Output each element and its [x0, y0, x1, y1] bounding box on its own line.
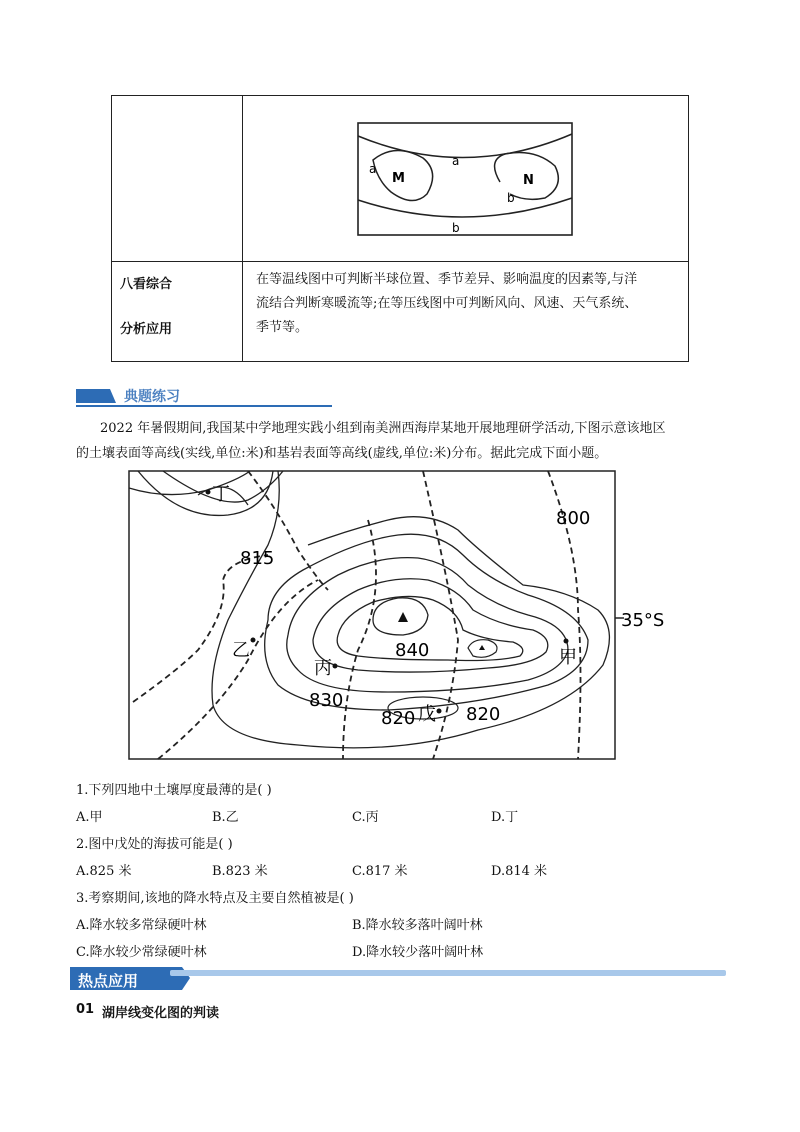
point-ding-dot	[206, 490, 211, 495]
isobar-b-line	[358, 198, 572, 217]
q3-option-a[interactable]: A.降水较多常绿硬叶林	[76, 918, 207, 933]
section-underline	[76, 405, 332, 407]
bedrock-contour	[248, 471, 328, 590]
question-3: 3.考察期间,该地的降水特点及主要自然植被是( )	[76, 891, 354, 906]
label-M: M	[392, 171, 405, 186]
q3-option-b[interactable]: B.降水较多落叶阔叶林	[352, 918, 483, 933]
point-wu-dot	[437, 709, 442, 714]
point-bing-dot	[333, 664, 338, 669]
label-815: 815	[240, 548, 275, 569]
row-label-line1: 八看综合	[120, 277, 173, 292]
soil-contour-peak	[373, 598, 428, 635]
q2-option-a[interactable]: A.825 米	[76, 864, 132, 879]
row-label-line2: 分析应用	[120, 322, 173, 337]
soil-contour	[212, 471, 609, 748]
q2-option-d[interactable]: D.814 米	[491, 864, 548, 879]
hot-banner-graphic	[70, 966, 730, 992]
isobar-diagram	[355, 120, 575, 238]
bedrock-contour	[343, 520, 376, 759]
q1-option-a[interactable]: A.甲	[76, 810, 103, 825]
question-1: 1.下列四地中土壤厚度最薄的是( )	[76, 783, 272, 798]
label-820-b: 820	[466, 704, 501, 725]
contour-map	[128, 470, 668, 762]
row-text-line2: 流结合判断寒暖流等;在等压线图中可判断风向、风速、天气系统、	[256, 296, 638, 311]
label-b-bottom: b	[452, 221, 460, 235]
isobar-diagram-frame	[358, 123, 572, 235]
hot-sub-title: 湖岸线变化图的判读	[102, 1006, 220, 1021]
peak-triangle-icon	[398, 612, 408, 622]
label-N: N	[523, 173, 534, 188]
point-jia-dot	[564, 639, 569, 644]
label-lat: 35°S	[621, 610, 665, 631]
label-wu: 戊	[418, 704, 436, 725]
label-b-right: b	[507, 191, 515, 205]
label-800: 800	[556, 508, 591, 529]
intro-line2: 的土壤表面等高线(实线,单位:米)和基岩表面等高线(虚线,单位:米)分布。据此完成下面小题。	[76, 446, 608, 461]
row-text-line1: 在等温线图中可判断半球位置、季节差异、影响温度的因素等,与洋	[256, 272, 638, 287]
label-yi: 乙	[232, 640, 250, 661]
section-title: 典题练习	[124, 389, 180, 405]
q3-option-c[interactable]: C.降水较少常绿硬叶林	[76, 945, 207, 960]
soil-contour	[129, 471, 250, 495]
section-marker-icon	[76, 387, 116, 405]
table-column-divider	[242, 96, 243, 361]
q3-option-d[interactable]: D.降水较少落叶阔叶林	[352, 945, 484, 960]
q1-option-c[interactable]: C.丙	[352, 810, 379, 825]
label-bing: 丙	[314, 658, 332, 679]
label-ding: 丁	[212, 484, 230, 505]
table-row-divider	[112, 261, 688, 262]
soil-contour	[138, 471, 273, 515]
label-840: 840	[395, 640, 430, 661]
row-text-line3: 季节等。	[256, 320, 309, 335]
q2-option-c[interactable]: C.817 米	[352, 864, 408, 879]
q1-option-b[interactable]: B.乙	[212, 810, 239, 825]
q2-option-b[interactable]: B.823 米	[212, 864, 268, 879]
soil-contour	[337, 596, 523, 660]
peak-triangle-icon	[479, 645, 485, 650]
point-yi-dot	[251, 638, 256, 643]
label-830: 830	[309, 690, 344, 711]
label-a-left: a	[369, 162, 377, 176]
hot-banner-title: 热点应用	[78, 972, 139, 990]
hot-sub-number: 01	[76, 1002, 95, 1017]
label-820-a: 820	[381, 708, 416, 729]
bedrock-contour	[133, 555, 268, 702]
label-a-top: a	[452, 154, 460, 168]
isobar-a-line	[358, 134, 572, 158]
q1-option-d[interactable]: D.丁	[491, 810, 519, 825]
label-jia: 甲	[559, 647, 577, 668]
question-2: 2.图中戊处的海拔可能是( )	[76, 837, 233, 852]
intro-line1: 2022 年暑假期间,我国某中学地理实践小组到南美洲西海岸某地开展地理研学活动,下图示意该地区	[100, 421, 666, 436]
